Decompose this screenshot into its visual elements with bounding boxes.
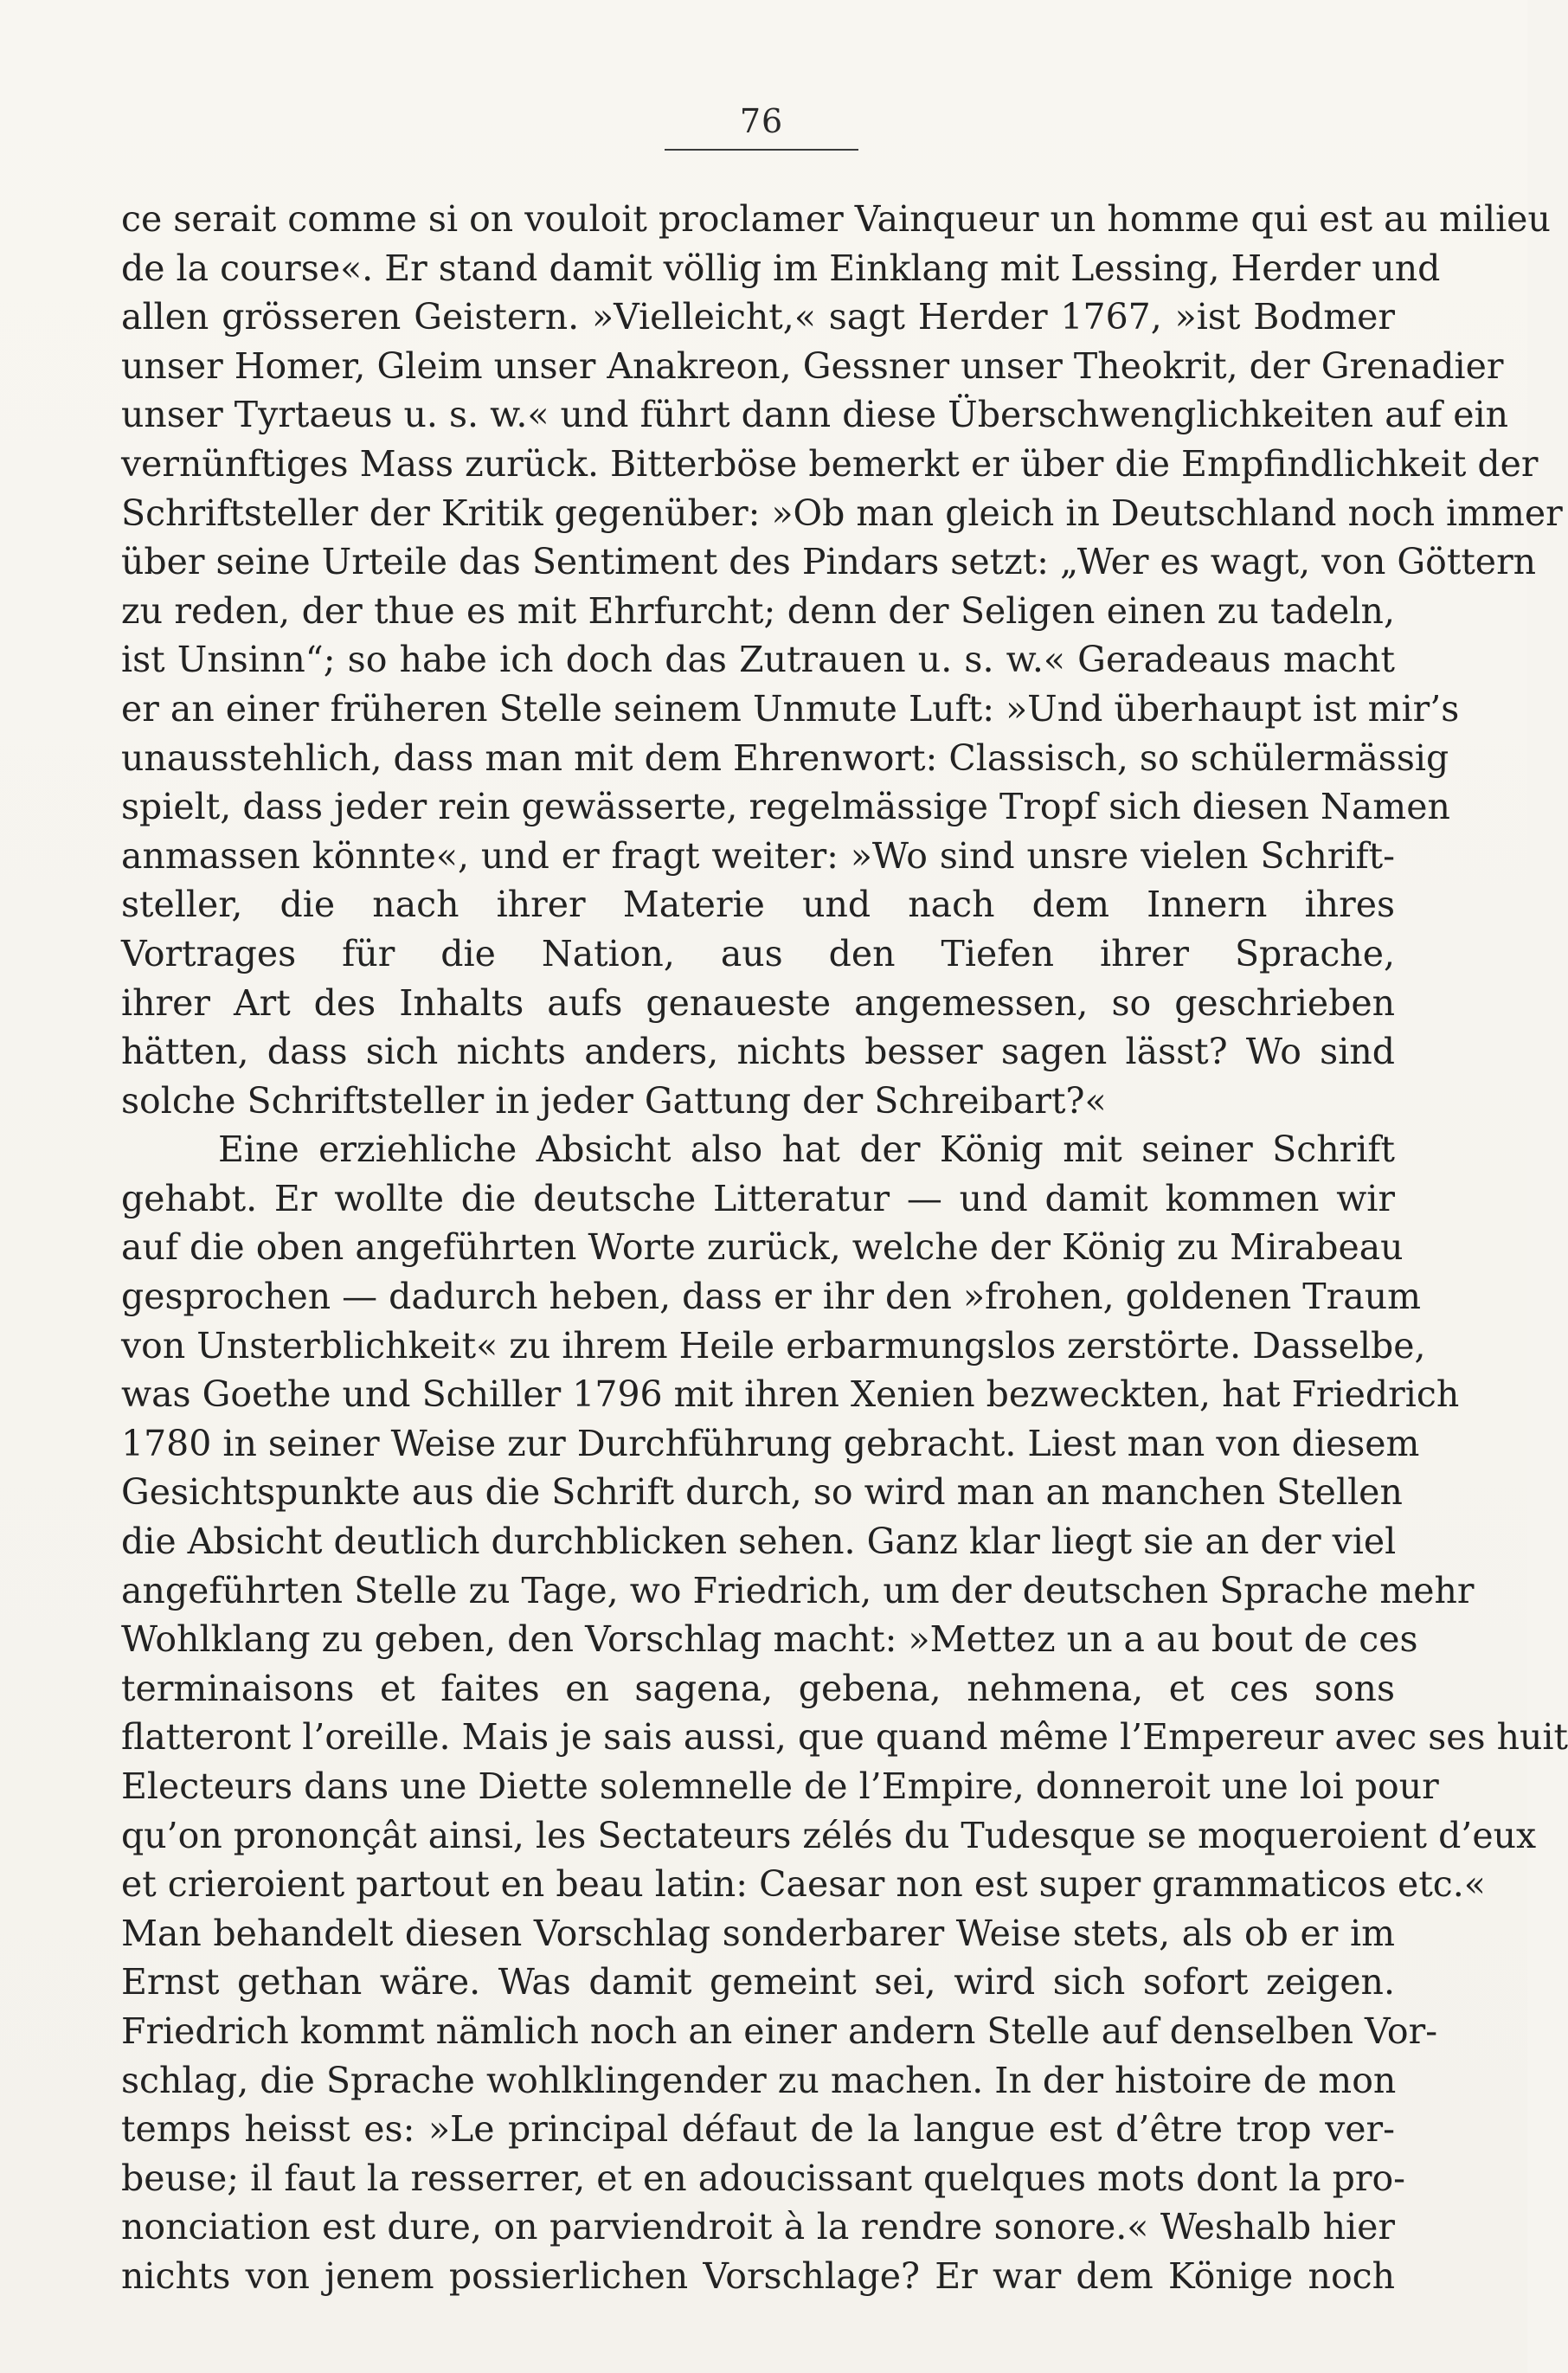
text-line: zu reden, der thue es mit Ehrfurcht; denn der Seligen einen zu tadeln, [121, 589, 1395, 632]
body-text [121, 195, 1568, 2301]
text-line: von Unsterblichkeit« zu ihrem Heile erbarmungslos zerstörte. Dasselbe, [121, 1324, 1426, 1367]
text-line: was Goethe und Schiller 1796 mit ihren Xenien bezweckten, hat Friedrich [121, 1373, 1460, 1416]
text-line: solche Schriftsteller in jeder Gattung der Schreibart?« [121, 1079, 1107, 1122]
text-line: Ernst gethan wäre. Was damit gemeint sei, wird sich sofort zeigen. [121, 1961, 1395, 2003]
text-line: vernünftiges Mass zurück. Bitterböse bemerkt er über die Empfindlichkeit der [121, 442, 1539, 485]
text-line: nonciation est dure, on parviendroit à la rendre sonore.« Weshalb hier [121, 2206, 1395, 2248]
text-line: Friedrich kommt nämlich noch an einer andern Stelle auf denselben Vor- [121, 2010, 1438, 2052]
text-line: de la course«. Er stand damit völlig im Einklang mit Lessing, Herder und [121, 247, 1441, 289]
text-line: ist Unsinn“; so habe ich doch das Zutrauen u. s. w.« Geradeaus macht [121, 639, 1395, 681]
text-line: hätten, dass sich nichts anders, nichts besser sagen lässt? Wo sind [121, 1031, 1395, 1073]
text-line: spielt, dass jeder rein gewässerte, regelmässige Tropf sich diesen Namen [121, 786, 1450, 828]
text-line: beuse; il faut la resserrer, et en adoucissant quelques mots dont la pro- [121, 2157, 1405, 2199]
text-line: nichts von jenem possierlichen Vorschlage? Er war dem Könige noch [121, 2254, 1395, 2297]
text-line: auf die oben angeführten Worte zurück, welche der König zu Mirabeau [121, 1226, 1404, 1269]
text-line: allen grösseren Geistern. »Vielleicht,« sagt Herder 1767, »ist Bodmer [121, 296, 1395, 338]
text-line: unausstehlich, dass man mit dem Ehrenwort: Classisch, so schülermässig [121, 736, 1449, 779]
text-line: ihrer Art des Inhalts aufs genaueste angemessen, so geschrieben [121, 981, 1395, 1024]
text-line: Electeurs dans une Diette solemnelle de l’Empire, donneroit une loi pour [121, 1765, 1439, 1807]
text-line: gesprochen — dadurch heben, dass er ihr den »frohen, goldenen Traum [121, 1276, 1421, 1318]
text-line: unser Homer, Gleim unser Anakreon, Gessner unser Theokrit, der Grenadier [121, 344, 1504, 387]
text-line: Vortrages für die Nation, aus den Tiefen ihrer Sprache, [121, 932, 1395, 974]
text-line: angeführten Stelle zu Tage, wo Friedrich, um der deutschen Sprache mehr [121, 1569, 1475, 1611]
text-line: die Absicht deutlich durchblicken sehen. Ganz klar liegt sie an der viel [121, 1521, 1397, 1563]
text-line: terminaisons et faites en sagena, gebena, nehmena, et ces sons [121, 1667, 1395, 1709]
page-number: 76 [739, 102, 784, 140]
text-line: Wohlklang zu geben, den Vorschlag macht: »Mettez un a au bout de ces [121, 1618, 1418, 1661]
text-line: Man behandelt diesen Vorschlag sonderbarer Weise stets, als ob er im [121, 1912, 1395, 1954]
paragraph-start-line: Eine erziehliche Absicht also hat der König mit seiner Schrift [218, 1129, 1395, 1171]
text-line: über seine Urteile das Sentiment des Pindars setzt: „Wer es wagt, von Göttern [121, 541, 1537, 583]
text-line: 1780 in seiner Weise zur Durchführung gebracht. Liest man von diesem [121, 1422, 1420, 1464]
text-line: anmassen könnte«, und er fragt weiter: »Wo sind unsre vielen Schrift- [121, 834, 1395, 877]
text-line: Schriftsteller der Kritik gegenüber: »Ob man gleich in Deutschland noch immer [121, 492, 1563, 534]
text-line: gehabt. Er wollte die deutsche Litteratur — und damit kommen wir [121, 1177, 1395, 1219]
text-line: er an einer früheren Stelle seinem Unmute Luft: »Und überhaupt ist mir’s [121, 687, 1460, 730]
text-line: steller, die nach ihrer Materie und nach dem Innern ihres [121, 884, 1395, 926]
text-line: Gesichtspunkte aus die Schrift durch, so wird man an manchen Stellen [121, 1471, 1403, 1514]
text-line: et crieroient partout en beau latin: Caesar non est super grammaticos etc.« [121, 1863, 1486, 1906]
text-line: ce serait comme si on vouloit proclamer Vainqueur un homme qui est au milieu [121, 198, 1551, 240]
header-rule [665, 149, 858, 151]
text-line: unser Tyrtaeus u. s. w.« und führt dann diese Überschwenglichkeiten auf ein [121, 394, 1509, 436]
text-line: flatteront l’oreille. Mais je sais aussi, que quand même l’Empereur avec ses huit [121, 1716, 1568, 1759]
text-line: temps heisst es: »Le principal défaut de la langue est d’être trop ver- [121, 2108, 1395, 2151]
text-line: schlag, die Sprache wohlklingender zu machen. In der histoire de mon [121, 2059, 1397, 2101]
text-line: qu’on prononçât ainsi, les Sectateurs zélés du Tudesque se moqueroient d’eux [121, 1814, 1537, 1856]
